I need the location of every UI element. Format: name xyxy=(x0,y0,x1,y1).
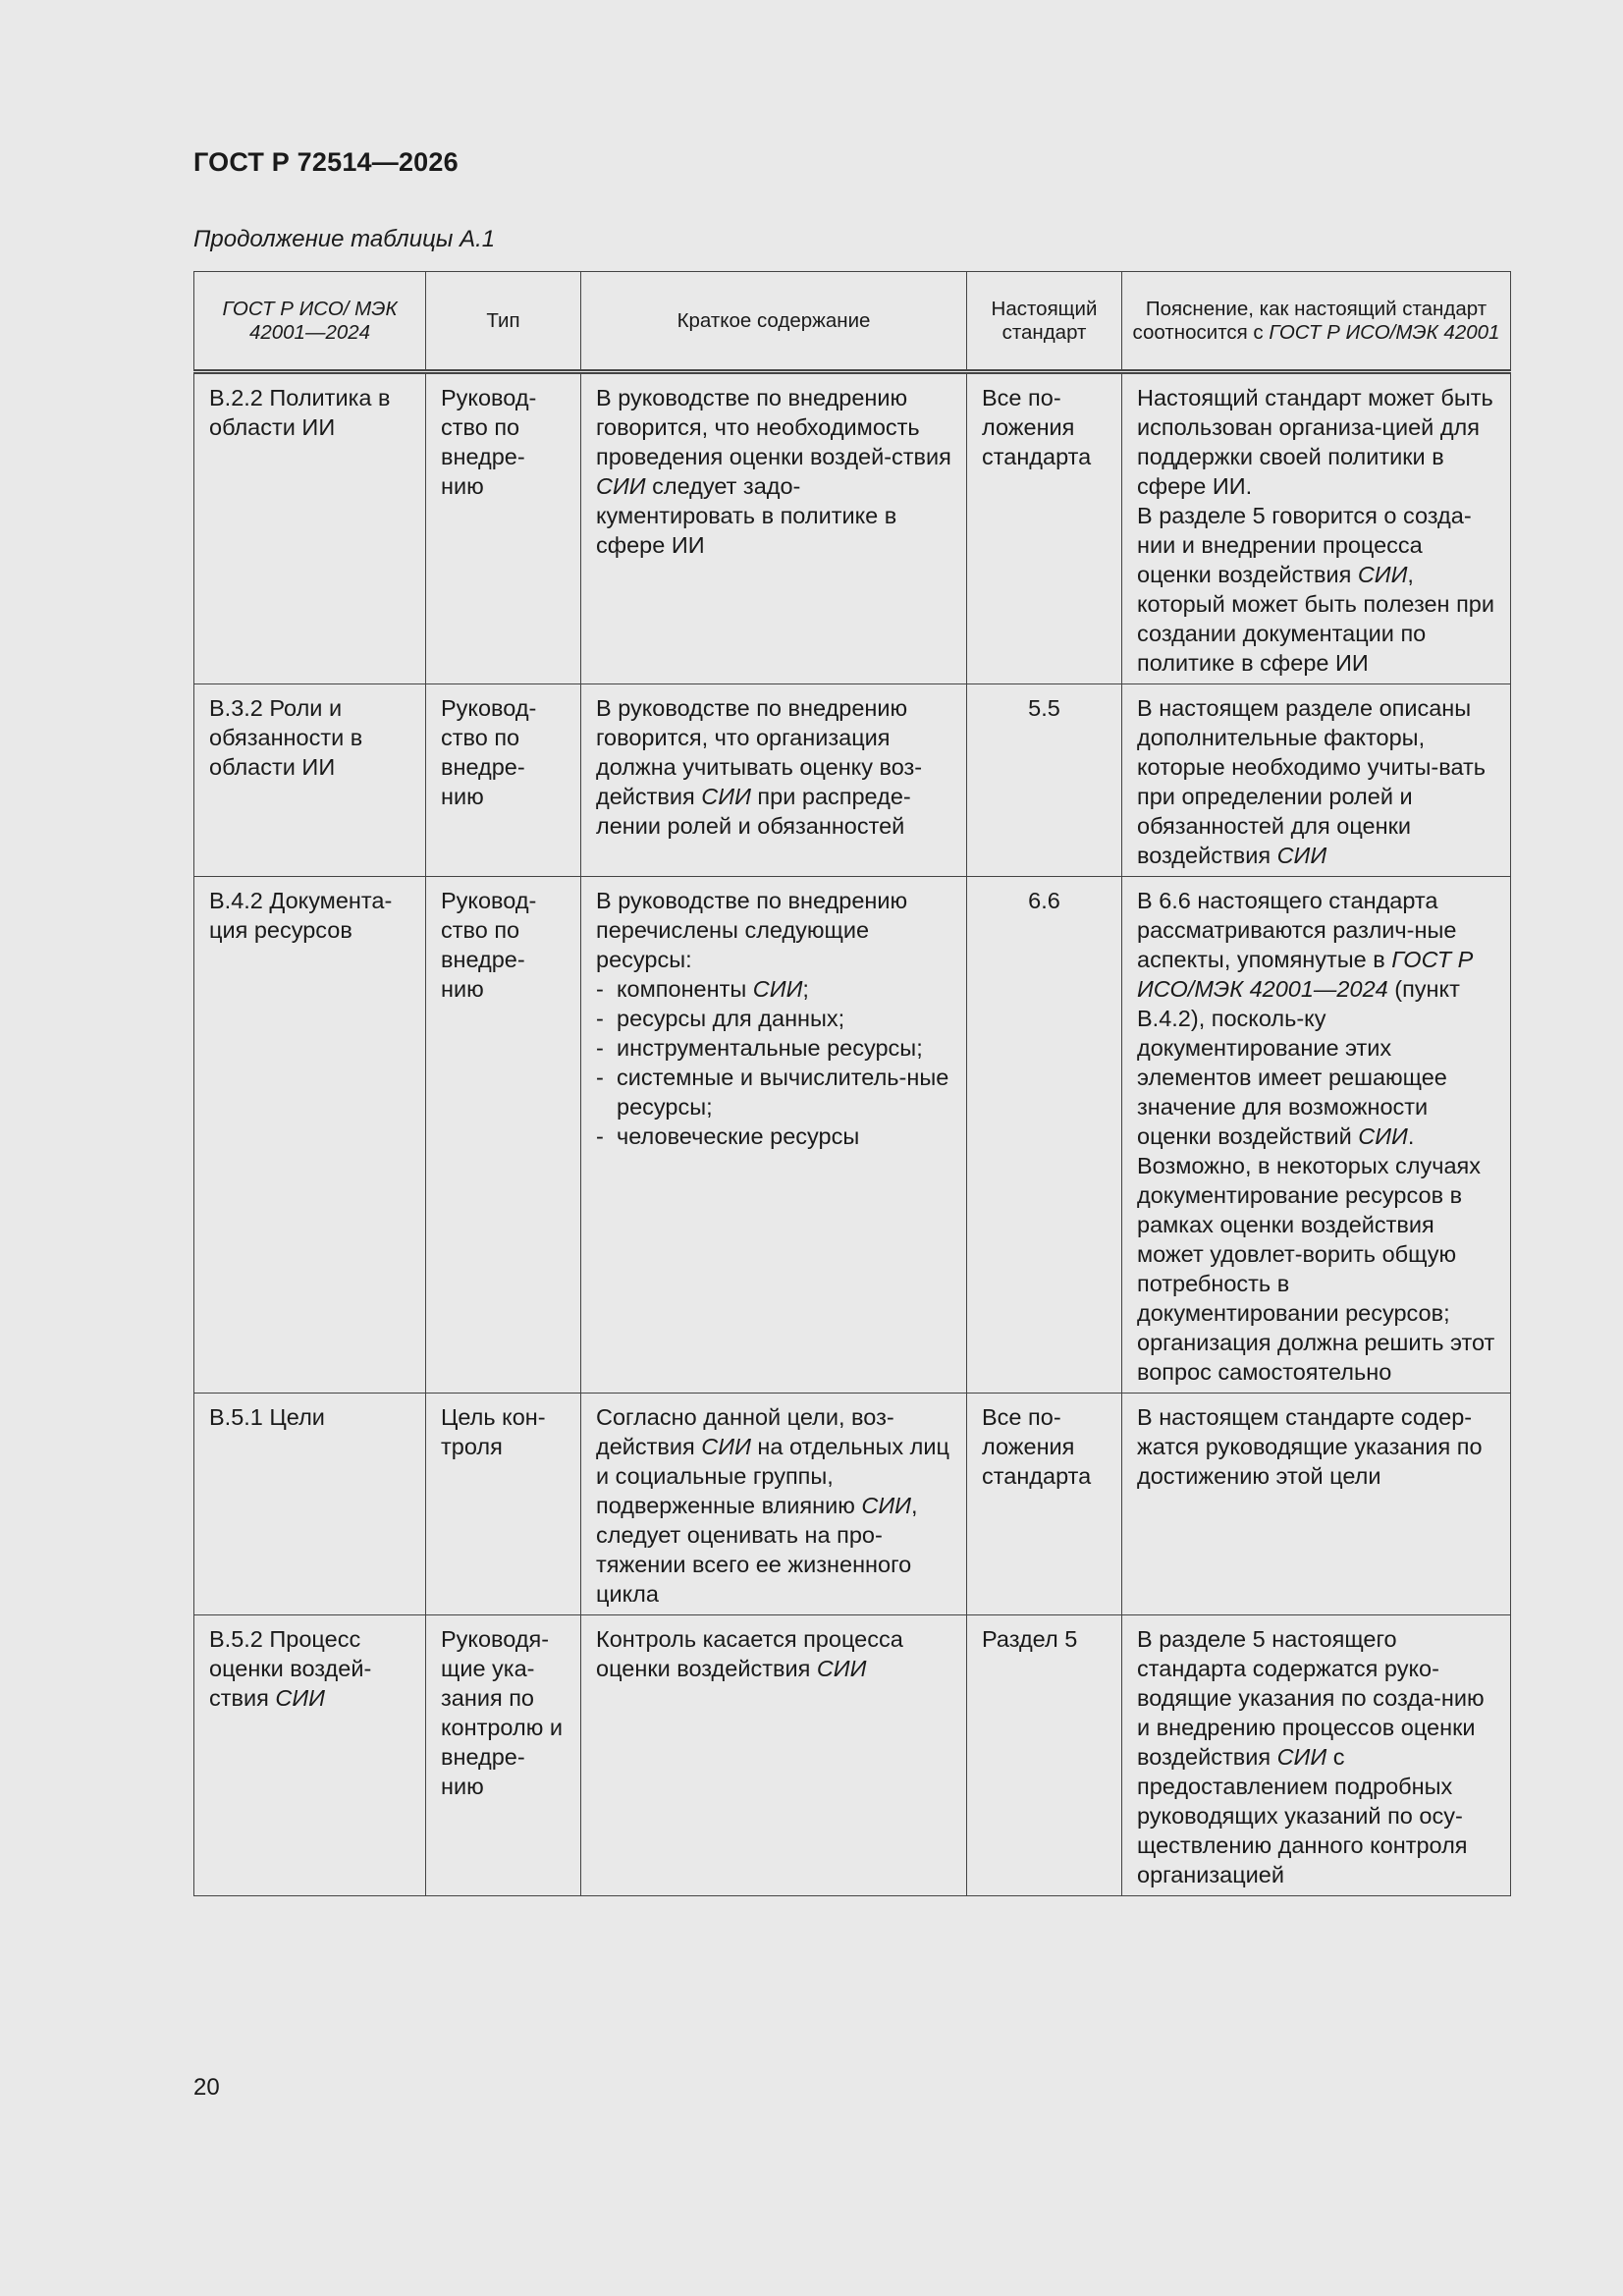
explanation-text xyxy=(1137,383,1495,678)
text-segment: (пункт В.4.2), посколь-ку документирование этих элементов имеет решающее значение для возможности оценки воздействий xyxy=(1137,976,1460,1149)
cell-type xyxy=(426,1394,581,1615)
cell-source-clause xyxy=(194,877,426,1394)
cell-explanation xyxy=(1122,1394,1511,1615)
text-segment: следует задо-кументировать в политике в сфере ИИ xyxy=(596,473,897,558)
text-segment: В настоящем стандарте содер-жатся руководящие указания по достижению этой цели xyxy=(1137,1404,1483,1489)
text-segment: В разделе 5 настоящего стандарта содержатся руко-водящие указания по созда-нию и внедрению процессов оценки воздействия xyxy=(1137,1626,1485,1770)
list-item xyxy=(596,1033,951,1063)
cell-explanation xyxy=(1122,877,1511,1394)
comparison-table xyxy=(193,271,1511,1896)
text-segment: В руководстве по внедрению говорится, что необходимость проведения оценки воздей-ствия xyxy=(596,385,951,469)
column-header-explanation xyxy=(1122,272,1511,372)
type-text: Руковод-ство по внедре-нию xyxy=(441,888,537,1002)
text-segment: с предоставлением подробных руководящих указаний по осу-ществлению данного контроля организацией xyxy=(1137,1744,1468,1887)
text-segment: компоненты xyxy=(617,976,753,1002)
text-segment: ; xyxy=(802,976,809,1002)
column-header-this-standard xyxy=(967,272,1122,372)
cell-this-standard xyxy=(967,877,1122,1394)
standard-reference: Все по-ложения стандарта xyxy=(982,385,1092,469)
text-segment: В руководстве по внедрению говорится, что организация должна учитывать оценку воз-действия xyxy=(596,695,923,809)
document-code: ГОСТ Р 72514—2026 xyxy=(193,147,459,177)
table-body xyxy=(194,372,1511,1896)
text-segment: В руководстве по внедрению перечислены следующие ресурсы: xyxy=(596,888,908,972)
standard-reference: 6.6 xyxy=(1028,888,1060,913)
type-text: Руководя-щие ука-зания по контролю и внедре-нию xyxy=(441,1626,563,1799)
text-segment: при распреде-лении ролей и обязанностей xyxy=(596,784,911,839)
list-item xyxy=(596,974,951,1004)
column-header-type xyxy=(426,272,581,372)
cell-summary xyxy=(581,684,967,877)
italic-text-segment: СИИ xyxy=(861,1493,911,1518)
text-segment: , следует оценивать на про-тяжении всего ее жизненного цикла xyxy=(596,1493,918,1607)
table-caption: Продолжение таблицы А.1 xyxy=(193,226,496,252)
column-header-label: Краткое содержание xyxy=(676,308,871,332)
cell-explanation xyxy=(1122,372,1511,684)
column-header-label: ГОСТ Р ИСО/ МЭК 42001—2024 xyxy=(222,297,398,344)
cell-type xyxy=(426,684,581,877)
cell-summary xyxy=(581,372,967,684)
text-segment: Контроль касается процесса оценки воздействия xyxy=(596,1626,903,1681)
column-header-label: Тип xyxy=(486,308,520,332)
cell-type xyxy=(426,877,581,1394)
cell-source-clause xyxy=(194,684,426,877)
explanation-text xyxy=(1137,1624,1495,1889)
table-row xyxy=(194,1394,1511,1615)
summary-text xyxy=(596,1402,951,1609)
italic-text-segment: СИИ xyxy=(1276,1744,1327,1770)
summary-text xyxy=(596,383,951,560)
type-text: Руковод-ство по внедре-нию xyxy=(441,385,537,499)
resource-list xyxy=(596,974,951,1151)
explanation-text xyxy=(1137,693,1495,870)
list-item xyxy=(596,1063,951,1121)
italic-text-segment: СИИ xyxy=(1276,843,1327,868)
list-item xyxy=(596,1121,951,1151)
summary-text xyxy=(596,886,951,974)
text-segment: на отдельных лиц и социальные группы, подверженные влиянию xyxy=(596,1434,949,1518)
summary-text xyxy=(596,693,951,841)
italic-text-segment: СИИ xyxy=(752,976,803,1002)
cell-type xyxy=(426,372,581,684)
text-segment: В.4.2 Документа-ция ресурсов xyxy=(209,888,393,943)
type-text: Цель кон-троля xyxy=(441,1404,546,1459)
text-segment: В 6.6 настоящего стандарта рассматриваются различ-ные аспекты, упомянутые в xyxy=(1137,888,1457,972)
text-segment: системные и вычислитель-ные ресурсы; xyxy=(617,1065,949,1120)
type-text: Руковод-ство по внедре-нию xyxy=(441,695,537,809)
italic-text-segment: СИИ xyxy=(1358,1123,1408,1149)
table-row xyxy=(194,684,1511,877)
text-segment: В.5.2 Процесс оценки воздей-ствия xyxy=(209,1626,372,1711)
table-row xyxy=(194,372,1511,684)
column-header-source-clause xyxy=(194,272,426,372)
cell-source-clause xyxy=(194,372,426,684)
italic-text-segment: СИИ xyxy=(275,1685,325,1711)
cell-summary xyxy=(581,1615,967,1896)
column-header-label: Настоящий стандарт xyxy=(991,297,1098,344)
cell-summary xyxy=(581,1394,967,1615)
italic-text-segment: СИИ xyxy=(1357,562,1408,587)
text-segment: инструментальные ресурсы; xyxy=(617,1035,923,1061)
cell-type xyxy=(426,1615,581,1896)
cell-this-standard xyxy=(967,372,1122,684)
column-header-label: Пояснение, как настоящий стандарт соотносится с xyxy=(1132,297,1488,344)
standard-reference: Раздел 5 xyxy=(982,1626,1078,1652)
cell-summary xyxy=(581,877,967,1394)
standard-reference: 5.5 xyxy=(1028,695,1060,721)
text-segment: В.5.1 Цели xyxy=(209,1404,325,1430)
text-segment: Настоящий стандарт может быть использован организа-цией для поддержки своей политики в сфере ИИ. В разделе 5 говорится о созда-нии и внедрении процесса оценки воздействия xyxy=(1137,385,1493,587)
table-row xyxy=(194,1615,1511,1896)
text-segment: Согласно данной цели, воз-действия xyxy=(596,1404,894,1459)
column-header-label-italic: ГОСТ Р ИСО/МЭК 42001 xyxy=(1269,320,1500,344)
italic-text-segment: СИИ xyxy=(701,784,751,809)
table-header-row xyxy=(194,272,1511,372)
explanation-text xyxy=(1137,886,1495,1387)
text-segment: ресурсы для данных; xyxy=(617,1006,845,1031)
cell-source-clause xyxy=(194,1615,426,1896)
cell-explanation xyxy=(1122,684,1511,877)
italic-text-segment: СИИ xyxy=(701,1434,751,1459)
cell-this-standard xyxy=(967,1394,1122,1615)
italic-text-segment: ГОСТ Р ИСО/МЭК 42001—2024 xyxy=(1137,947,1474,1002)
text-segment: В настоящем разделе описаны дополнительные факторы, которые необходимо учиты-вать при определении ролей и обязанностей для оценки воздействия xyxy=(1137,695,1487,868)
standard-reference: Все по-ложения стандарта xyxy=(982,1404,1092,1489)
table-row xyxy=(194,877,1511,1394)
list-item xyxy=(596,1004,951,1033)
text-segment: человеческие ресурсы xyxy=(617,1123,860,1149)
explanation-text xyxy=(1137,1402,1495,1491)
cell-this-standard xyxy=(967,684,1122,877)
text-segment: , который может быть полезен при создании документации по политике в сфере ИИ xyxy=(1137,562,1494,676)
italic-text-segment: СИИ xyxy=(816,1656,867,1681)
cell-this-standard xyxy=(967,1615,1122,1896)
column-header-summary xyxy=(581,272,967,372)
text-segment: . Возможно, в некоторых случаях документирование ресурсов в рамках оценки воздействия может удовлет-ворить общую потребность в документировании ресурсов; организация должна решить этот вопрос самостоятельно xyxy=(1137,1123,1495,1385)
text-segment: В.3.2 Роли и обязанности в области ИИ xyxy=(209,695,363,780)
cell-source-clause xyxy=(194,1394,426,1615)
italic-text-segment: СИИ xyxy=(596,473,646,499)
text-segment: В.2.2 Политика в области ИИ xyxy=(209,385,391,440)
page-number: 20 xyxy=(193,2074,220,2101)
cell-explanation xyxy=(1122,1615,1511,1896)
summary-text xyxy=(596,1624,951,1683)
